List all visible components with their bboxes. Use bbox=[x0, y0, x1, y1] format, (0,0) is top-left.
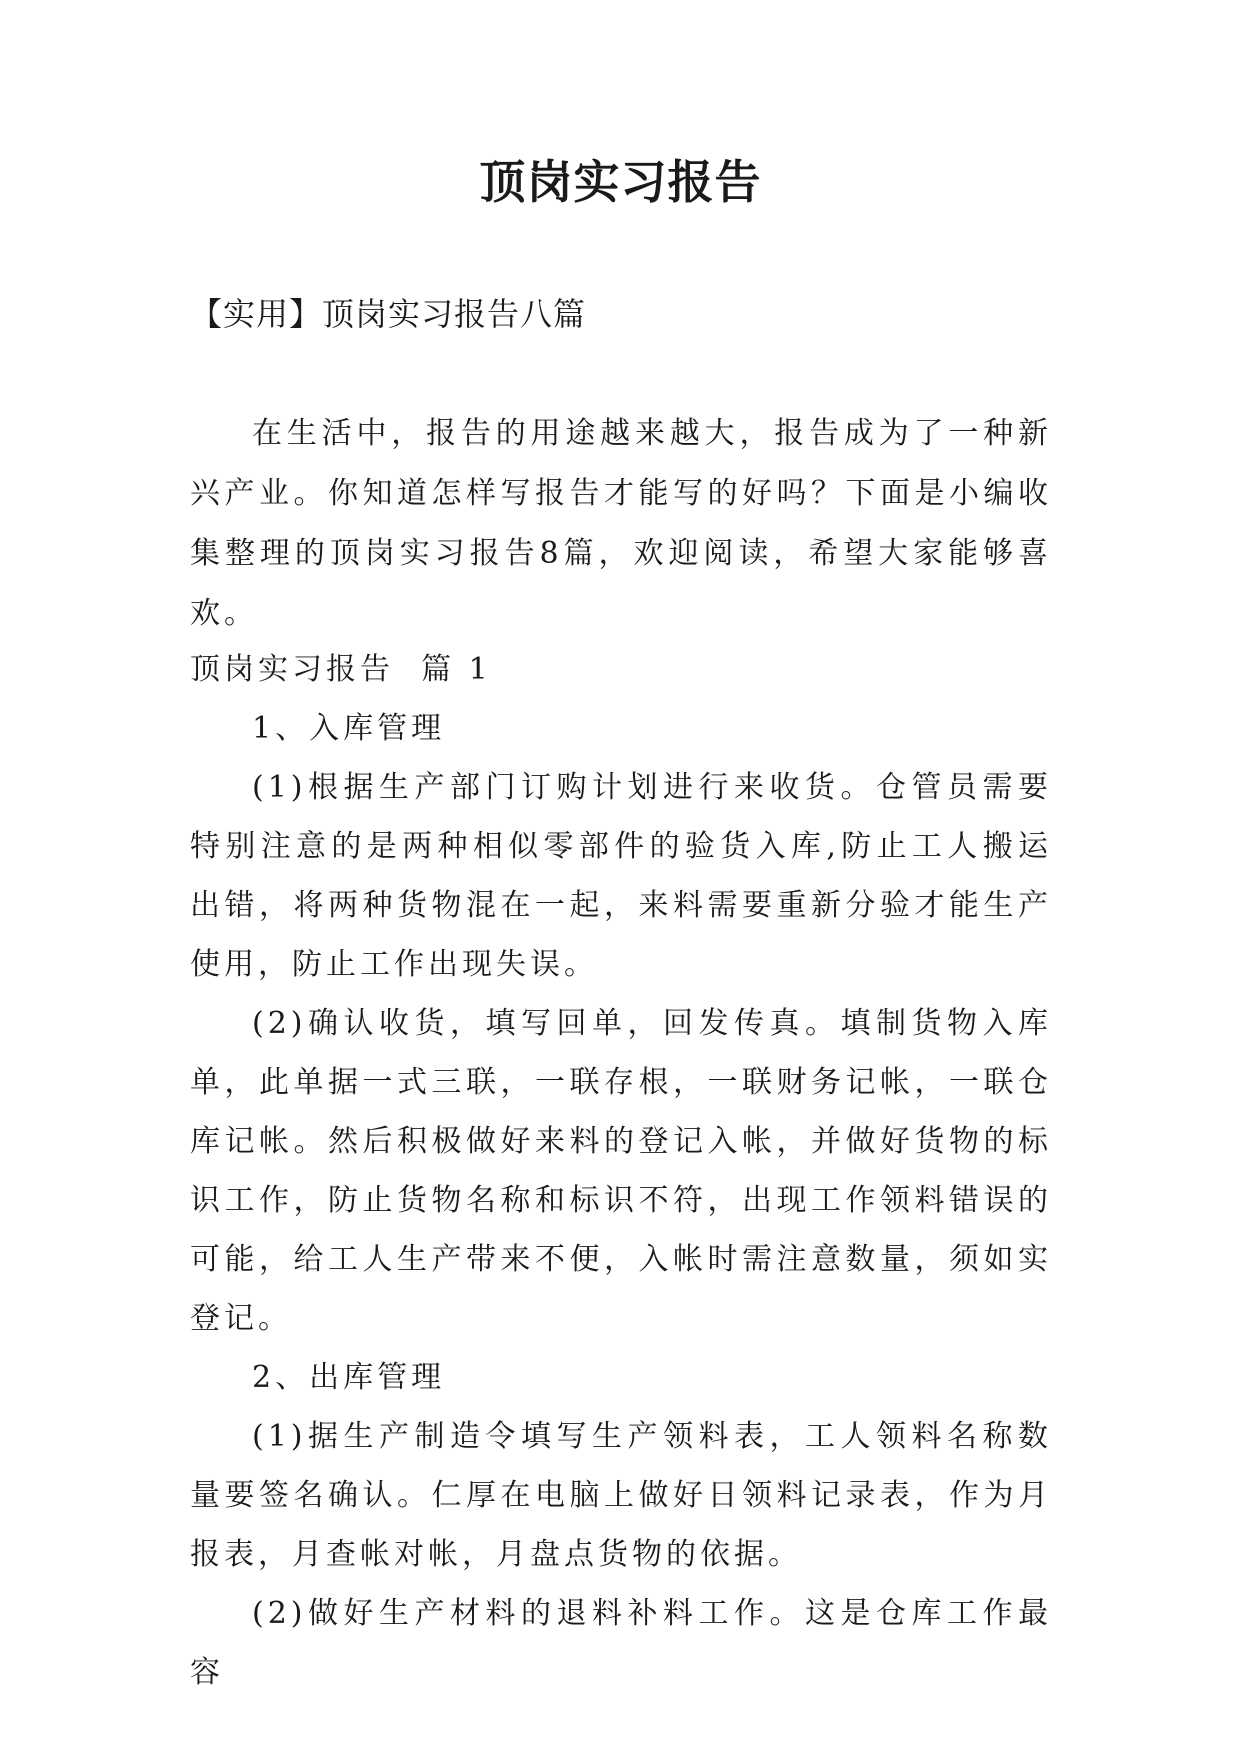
paragraph-outbound-heading: 2、出库管理 bbox=[252, 1360, 446, 1395]
paragraph-outbound-2: (2)做好生产材料的退料补料工作。这是仓库工作最容 bbox=[190, 1596, 1052, 1690]
report-body bbox=[190, 640, 1052, 1702]
paragraph-inbound-1: (1)根据生产部门订购计划进行来收货。仓管员需要特别注意的是两种相似零部件的验货入库,防止工人搬运出错，将两种货物混在一起，来料需要重新分验才能生产使用，防止工作出现失误。 bbox=[190, 770, 1052, 982]
section-heading: 顶岗实习报告 篇 1 bbox=[190, 652, 492, 687]
document-title: 顶岗实习报告 bbox=[479, 155, 762, 209]
paragraph-inbound-2: (2)确认收货，填写回单，回发传真。填制货物入库单，此单据一式三联，一联存根，一联财务记帐，一联仓库记帐。然后积极做好来料的登记入帐，并做好货物的标识工作，防止货物名称和标识不符，出现工作领料错误的可能，给工人生产带来不便，入帐时需注意数量，须如实登记。 bbox=[190, 1006, 1052, 1336]
document-subtitle: 【实用】顶岗实习报告八篇 bbox=[190, 295, 587, 333]
intro-paragraph: 在生活中，报告的用途越来越大，报告成为了一种新兴产业。你知道怎样写报告才能写的好吗？下面是小编收集整理的顶岗实习报告8篇，欢迎阅读，希望大家能够喜欢。 bbox=[190, 416, 1052, 631]
paragraph-outbound-1: (1)据生产制造令填写生产领料表，工人领料名称数量要签名确认。仁厚在电脑上做好日领料记录表，作为月报表，月查帐对帐，月盘点货物的依据。 bbox=[190, 1419, 1052, 1572]
paragraph-inbound-heading: 1、入库管理 bbox=[252, 711, 446, 746]
